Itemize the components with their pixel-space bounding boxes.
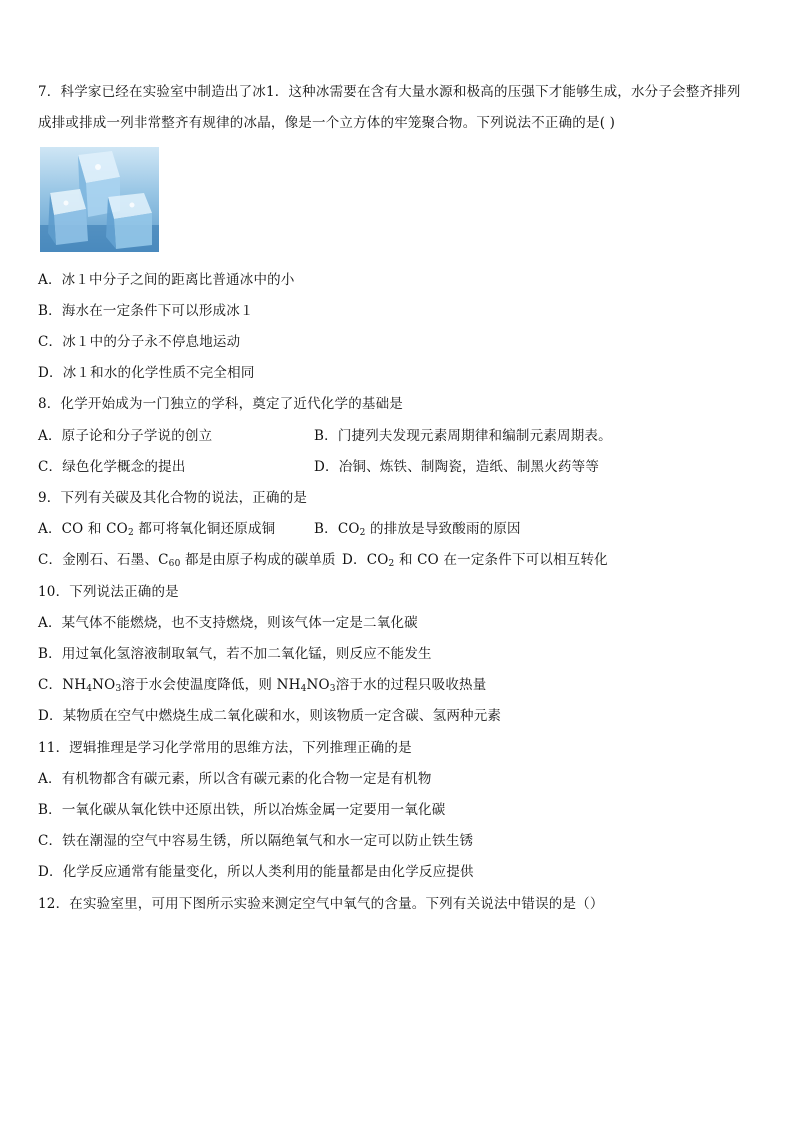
q10-option-c bbox=[38, 676, 486, 698]
q8-row1 bbox=[38, 427, 212, 445]
q10-c-text5: 溶于水的过程只吸收热量 bbox=[335, 677, 487, 693]
q8-option-d: D．冶铜、炼铁、制陶瓷，造纸、制黑火药等等 bbox=[314, 459, 600, 475]
q10-c-sub3: 4 bbox=[300, 684, 307, 694]
q10-c-text3: 溶于水会使温度降低，则 NH bbox=[121, 677, 301, 693]
q11-option-d: D．化学反应通常有能量变化，所以人类利用的能量都是由化学反应提供 bbox=[38, 864, 474, 880]
q9-option-b bbox=[314, 520, 521, 542]
q7-option-a: A．冰１中分子之间的距离比普通冰中的小 bbox=[38, 272, 295, 288]
q9-option-a bbox=[38, 520, 275, 542]
q9-option-d bbox=[342, 551, 608, 573]
q8-option-a: A．原子论和分子学说的创立 bbox=[38, 428, 213, 444]
q11-stem: 11．逻辑推理是学习化学常用的思维方法，下列推理正确的是 bbox=[38, 740, 412, 756]
q9-a-text1: A．CO 和 CO bbox=[38, 521, 128, 537]
q8-option-b: B．门捷列夫发现元素周期律和编制元素周期表。 bbox=[314, 428, 612, 444]
q9-d-text1: D．CO bbox=[342, 552, 389, 568]
q9-a-sub: 2 bbox=[127, 528, 134, 538]
q10-option-b: B．用过氧化氢溶液制取氧气，若不加二氧化锰，则反应不能发生 bbox=[38, 646, 432, 662]
q9-a-text2: 都可将氧化铜还原成铜 bbox=[133, 521, 276, 537]
q7-option-d: D．冰１和水的化学性质不完全相同 bbox=[38, 365, 255, 381]
q11-option-c: C．铁在潮湿的空气中容易生锈，所以隔绝氧气和水一定可以防止铁生锈 bbox=[38, 833, 474, 849]
q10-option-a: A．某气体不能燃烧，也不支持燃烧，则该气体一定是二氧化碳 bbox=[38, 615, 418, 631]
q10-option-d: D．某物质在空气中燃烧生成二氧化碳和水，则该物质一定含碳、氢两种元素 bbox=[38, 708, 502, 724]
q11-option-a: A．有机物都含有碳元素，所以含有碳元素的化合物一定是有机物 bbox=[38, 771, 432, 787]
q7-option-b: B．海水在一定条件下可以形成冰１ bbox=[38, 303, 254, 319]
q8-stem: 8．化学开始成为一门独立的学科，奠定了近代化学的基础是 bbox=[38, 396, 403, 412]
q9-d-text2: 和 CO 在一定条件下可以相互转化 bbox=[394, 552, 608, 568]
q9-b-text2: 的排放是导致酸雨的原因 bbox=[365, 521, 521, 537]
q9-option-c bbox=[38, 551, 336, 573]
ice-cubes-image bbox=[40, 147, 159, 252]
q8-option-c: C．绿色化学概念的提出 bbox=[38, 459, 186, 475]
q10-c-sub4: 3 bbox=[329, 684, 336, 694]
q9-stem: 9．下列有关碳及其化合物的说法，正确的是 bbox=[38, 490, 308, 506]
q10-stem: 10．下列说法正确的是 bbox=[38, 584, 179, 600]
q9-c-text1: C．金刚石、石墨、C bbox=[38, 552, 169, 568]
q10-c-text4: NO bbox=[306, 677, 330, 693]
q9-b-text1: B．CO bbox=[314, 521, 360, 537]
q9-c-text2: 都是由原子构成的碳单质 bbox=[180, 552, 336, 568]
q10-c-sub2: 3 bbox=[115, 684, 122, 694]
q7-stem-line1: 7．科学家已经在实验室中制造出了冰1．这种冰需要在含有大量水源和极高的压强下才能够生成，水分子会整齐排列 bbox=[38, 84, 741, 100]
q11-option-b: B．一氧化碳从氧化铁中还原出铁，所以冶炼金属一定要用一氧化碳 bbox=[38, 802, 446, 818]
q10-c-sub1: 4 bbox=[86, 684, 93, 694]
q9-c-sub: 60 bbox=[168, 559, 181, 569]
q7-option-c: C．冰１中的分子永不停息地运动 bbox=[38, 334, 241, 350]
q10-c-text1: C．NH bbox=[38, 677, 87, 693]
q10-c-text2: NO bbox=[92, 677, 116, 693]
ice-cubes-illustration bbox=[40, 147, 159, 252]
q7-stem-line2: 成排或排成一列非常整齐有规律的冰晶，像是一个立方体的牢笼聚合物。下列说法不正确的是( ) bbox=[38, 115, 616, 131]
q9-d-sub: 2 bbox=[388, 559, 395, 569]
q12-stem: 12．在实验室里，可用下图所示实验来测定空气中氧气的含量。下列有关说法中错误的是（） bbox=[38, 896, 604, 912]
q9-b-sub: 2 bbox=[359, 528, 366, 538]
